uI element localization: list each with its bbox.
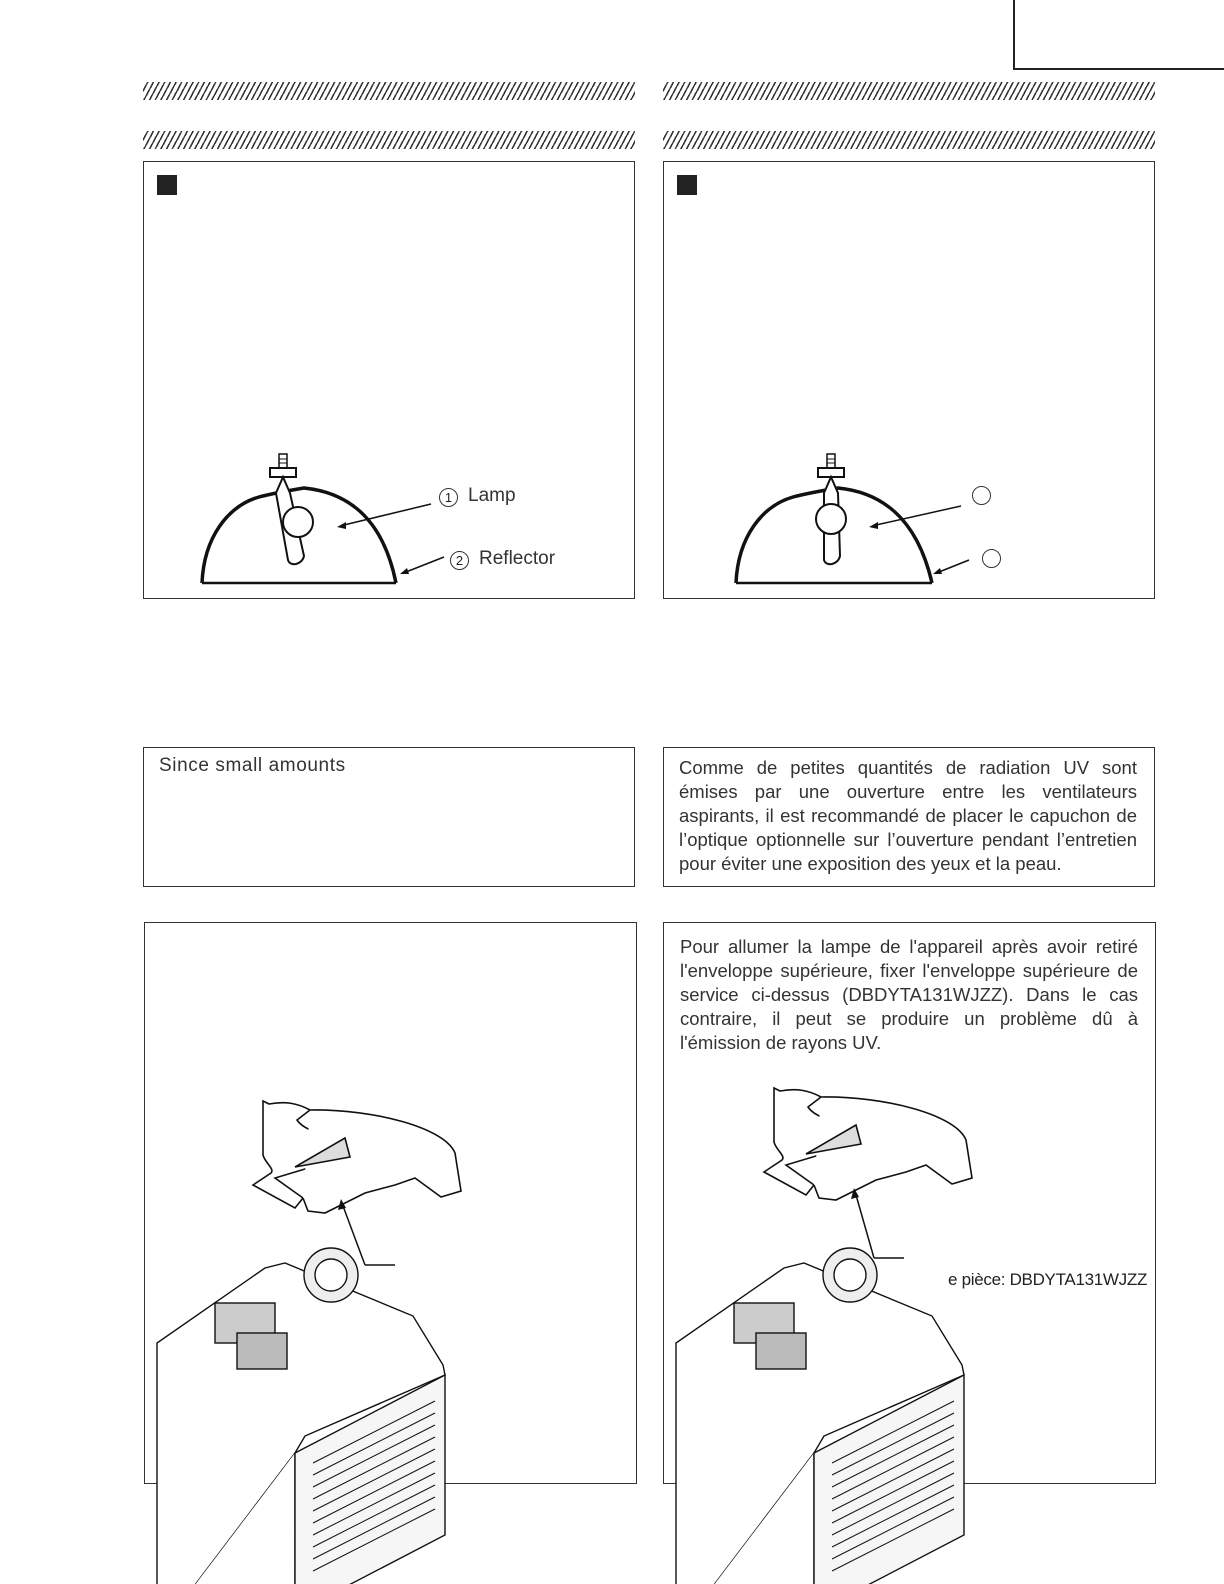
- uv-note-en-text: Since small amounts: [159, 755, 346, 776]
- callout-number-reflector: [982, 549, 1001, 568]
- lamp-bulb: [283, 507, 313, 537]
- lamp-reflector-diagram: [144, 162, 636, 600]
- projector-service-cover-illustration: [145, 923, 638, 1485]
- lamp-panel-fr: [663, 161, 1155, 599]
- lamp-bulb: [816, 504, 846, 534]
- lamp-screw: [827, 454, 835, 468]
- hatched-header-bar: [663, 82, 1155, 100]
- callout-label-reflector: Reflector: [479, 548, 556, 569]
- service-cover-panel-en: [144, 922, 637, 1484]
- projector-body: [676, 1248, 964, 1584]
- reflector-leader: [939, 560, 969, 572]
- projector-service-cover-illustration: [664, 923, 1157, 1485]
- lamp-panel-en: [143, 161, 635, 599]
- hatched-header-bar: [663, 131, 1155, 149]
- uv-note-fr-text: Comme de petites quantités de radiation UV sont émises par une ouverture entre les ventilateurs aspirants, il est recommandé de placer le capuchon de l’optique optionnelle sur l’ouverture pendant l’entretien pour éviter une exposition des yeux et la peau.: [679, 757, 1137, 874]
- part-number-label: e pièce: DBDYTA131WJZZ: [948, 1270, 1148, 1289]
- lamp-reflector-diagram: [664, 162, 1156, 600]
- service-top-cover: [253, 1101, 461, 1213]
- page-corner-frame: [1013, 0, 1224, 70]
- hatched-header-bar: [143, 131, 635, 149]
- uv-note-en: [143, 747, 635, 887]
- callout-label-lamp: Lamp: [468, 485, 516, 506]
- service-top-cover: [764, 1088, 972, 1200]
- hatched-header-bar: [143, 82, 635, 100]
- service-cover-fr-text: Pour allumer la lampe de l'appareil après avoir retiré l'enveloppe supérieure, fixer l'enveloppe supérieure de service ci-dessus (DBDYTA131WJZZ). Dans le cas contraire, il peut se produire un problème dû à l'émission de rayons UV.: [680, 936, 1138, 1053]
- uv-note-fr: [663, 747, 1155, 887]
- reflector-leader: [406, 557, 444, 572]
- callout-number-reflector: 2: [450, 551, 469, 570]
- service-cover-panel-fr: [663, 922, 1156, 1484]
- callout-number-lamp: [972, 486, 991, 505]
- lamp-screw: [279, 454, 287, 468]
- callout-number-lamp: 1: [439, 488, 458, 507]
- projector-body: [157, 1248, 445, 1584]
